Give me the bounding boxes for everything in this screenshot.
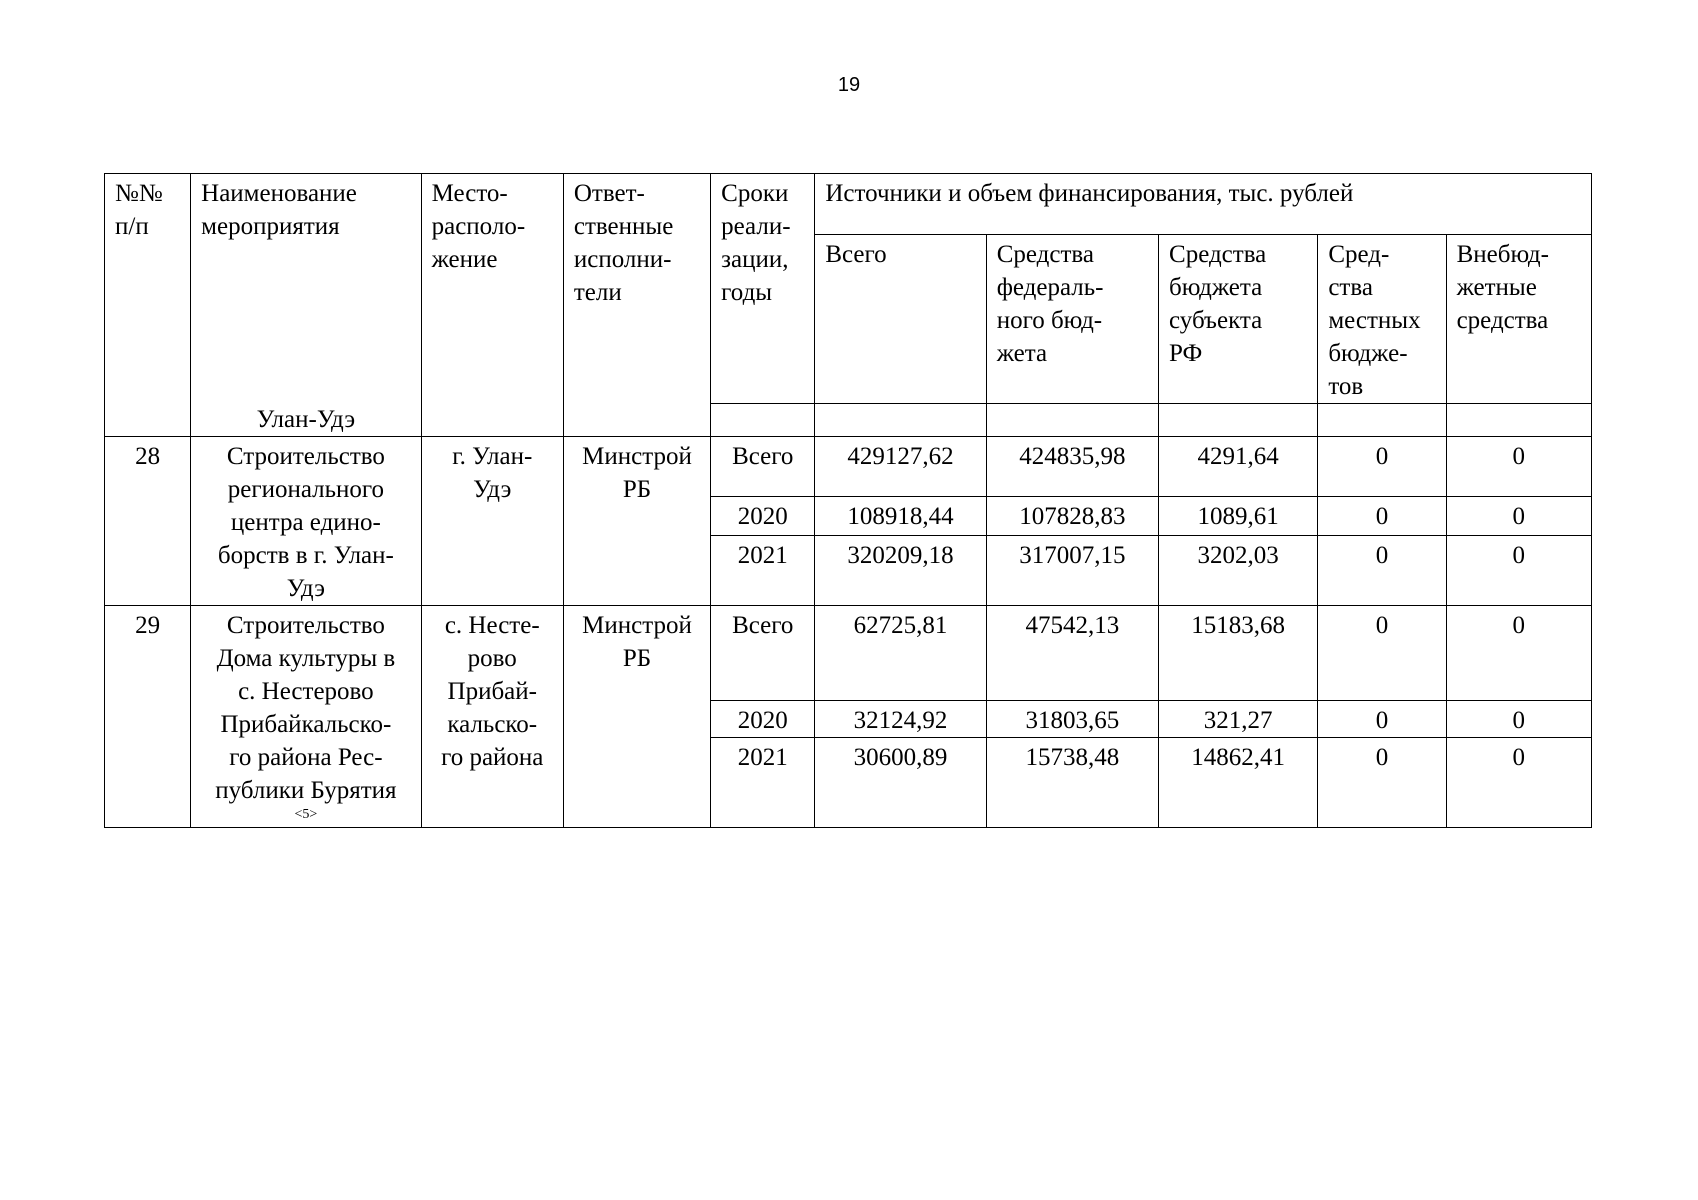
- table-row: [105, 437, 1592, 497]
- row-num: 28: [105, 437, 191, 606]
- header-name-text: Наименование мероприятия: [201, 180, 357, 240]
- header-sources: [815, 174, 1592, 235]
- cell-total: 32124,92: [815, 701, 986, 738]
- cell-total: 108918,44: [815, 497, 986, 536]
- empty-cell: [986, 404, 1158, 437]
- row-responsible: [563, 606, 710, 828]
- row-name: [191, 437, 421, 606]
- row-name-text: Строительство регионального центра едино- борств в г. Улан- Удэ: [217, 443, 394, 602]
- cell-extra: 0: [1446, 606, 1591, 701]
- cell-total: 62725,81: [815, 606, 986, 701]
- header-num: [105, 174, 191, 437]
- empty-cell: [1318, 404, 1446, 437]
- header-location-text: Место- располо- жение: [431, 180, 526, 273]
- empty-cell: [1159, 404, 1318, 437]
- header-local: [1318, 235, 1446, 404]
- cell-regional: 3202,03: [1159, 536, 1318, 606]
- header-location: [421, 174, 563, 437]
- header-num-text: №№ п/п: [115, 180, 163, 240]
- cell-extra: 0: [1446, 497, 1591, 536]
- row-num: 29: [105, 606, 191, 828]
- cell-federal: 317007,15: [986, 536, 1158, 606]
- cell-regional: 4291,64: [1159, 437, 1318, 497]
- row-responsible-text: Минстрой РБ: [582, 443, 692, 503]
- header-name: [191, 174, 421, 437]
- table-row: [105, 606, 1592, 701]
- empty-cell: [1446, 404, 1591, 437]
- row-location: [421, 606, 563, 828]
- header-federal: [986, 235, 1158, 404]
- row-location-text: с. Несте- рово Прибай- кальско- го района: [441, 612, 544, 771]
- cell-period: Всего: [711, 437, 815, 497]
- financing-table: [104, 173, 1592, 828]
- header-sources-text: Источники и объем финансирования, тыс. рублей: [825, 180, 1354, 207]
- header-row: [105, 174, 1592, 235]
- cell-local: 0: [1318, 738, 1446, 828]
- cell-extra: 0: [1446, 536, 1591, 606]
- cell-extra: 0: [1446, 437, 1591, 497]
- header-total: [815, 235, 986, 404]
- header-name-bottom: Улан-Удэ: [256, 406, 356, 433]
- cell-period: 2020: [711, 701, 815, 738]
- header-total-text: Всего: [825, 241, 887, 268]
- row-name: [191, 606, 421, 828]
- row-location: [421, 437, 563, 606]
- cell-total: 320209,18: [815, 536, 986, 606]
- cell-total: 429127,62: [815, 437, 986, 497]
- row-responsible-text: Минстрой РБ: [582, 612, 692, 672]
- cell-regional: 1089,61: [1159, 497, 1318, 536]
- header-period-text: Сроки реали- зации, годы: [721, 180, 791, 306]
- header-local-text: Сред- ства местных бюдже- тов: [1328, 241, 1421, 400]
- cell-regional: 14862,41: [1159, 738, 1318, 828]
- cell-extra: 0: [1446, 738, 1591, 828]
- cell-federal: 107828,83: [986, 497, 1158, 536]
- header-period: [711, 174, 815, 404]
- cell-federal: 31803,65: [986, 701, 1158, 738]
- row-responsible: [563, 437, 710, 606]
- header-responsible-text: Ответ- ственные исполни- тели: [573, 180, 674, 306]
- page-number: 19: [837, 74, 861, 96]
- cell-regional: 15183,68: [1159, 606, 1318, 701]
- cell-federal: 47542,13: [986, 606, 1158, 701]
- empty-cell: [815, 404, 986, 437]
- cell-period: 2021: [711, 536, 815, 606]
- cell-local: 0: [1318, 536, 1446, 606]
- cell-total: 30600,89: [815, 738, 986, 828]
- cell-period: 2021: [711, 738, 815, 828]
- cell-local: 0: [1318, 437, 1446, 497]
- cell-local: 0: [1318, 497, 1446, 536]
- header-extra-text: Внебюд- жетные средства: [1456, 241, 1549, 334]
- header-federal-text: Средства федераль- ного бюд- жета: [996, 241, 1104, 367]
- cell-extra: 0: [1446, 701, 1591, 738]
- row-location-text: г. Улан- Удэ: [452, 443, 533, 503]
- header-regional: [1159, 235, 1318, 404]
- cell-period: 2020: [711, 497, 815, 536]
- cell-period: Всего: [711, 606, 815, 701]
- cell-local: 0: [1318, 701, 1446, 738]
- header-extra: [1446, 235, 1591, 404]
- cell-federal: 424835,98: [986, 437, 1158, 497]
- cell-regional: 321,27: [1159, 701, 1318, 738]
- header-responsible: [563, 174, 710, 437]
- cell-federal: 15738,48: [986, 738, 1158, 828]
- row-name-text: Строительство Дома культуры в с. Нестерово Прибайкальско- го района Рес- публики Бурятия: [215, 612, 397, 804]
- cell-local: 0: [1318, 606, 1446, 701]
- header-regional-text: Средства бюджета субъекта РФ: [1169, 241, 1267, 367]
- footnote-ref: <5>: [294, 807, 318, 822]
- empty-cell: [711, 404, 815, 437]
